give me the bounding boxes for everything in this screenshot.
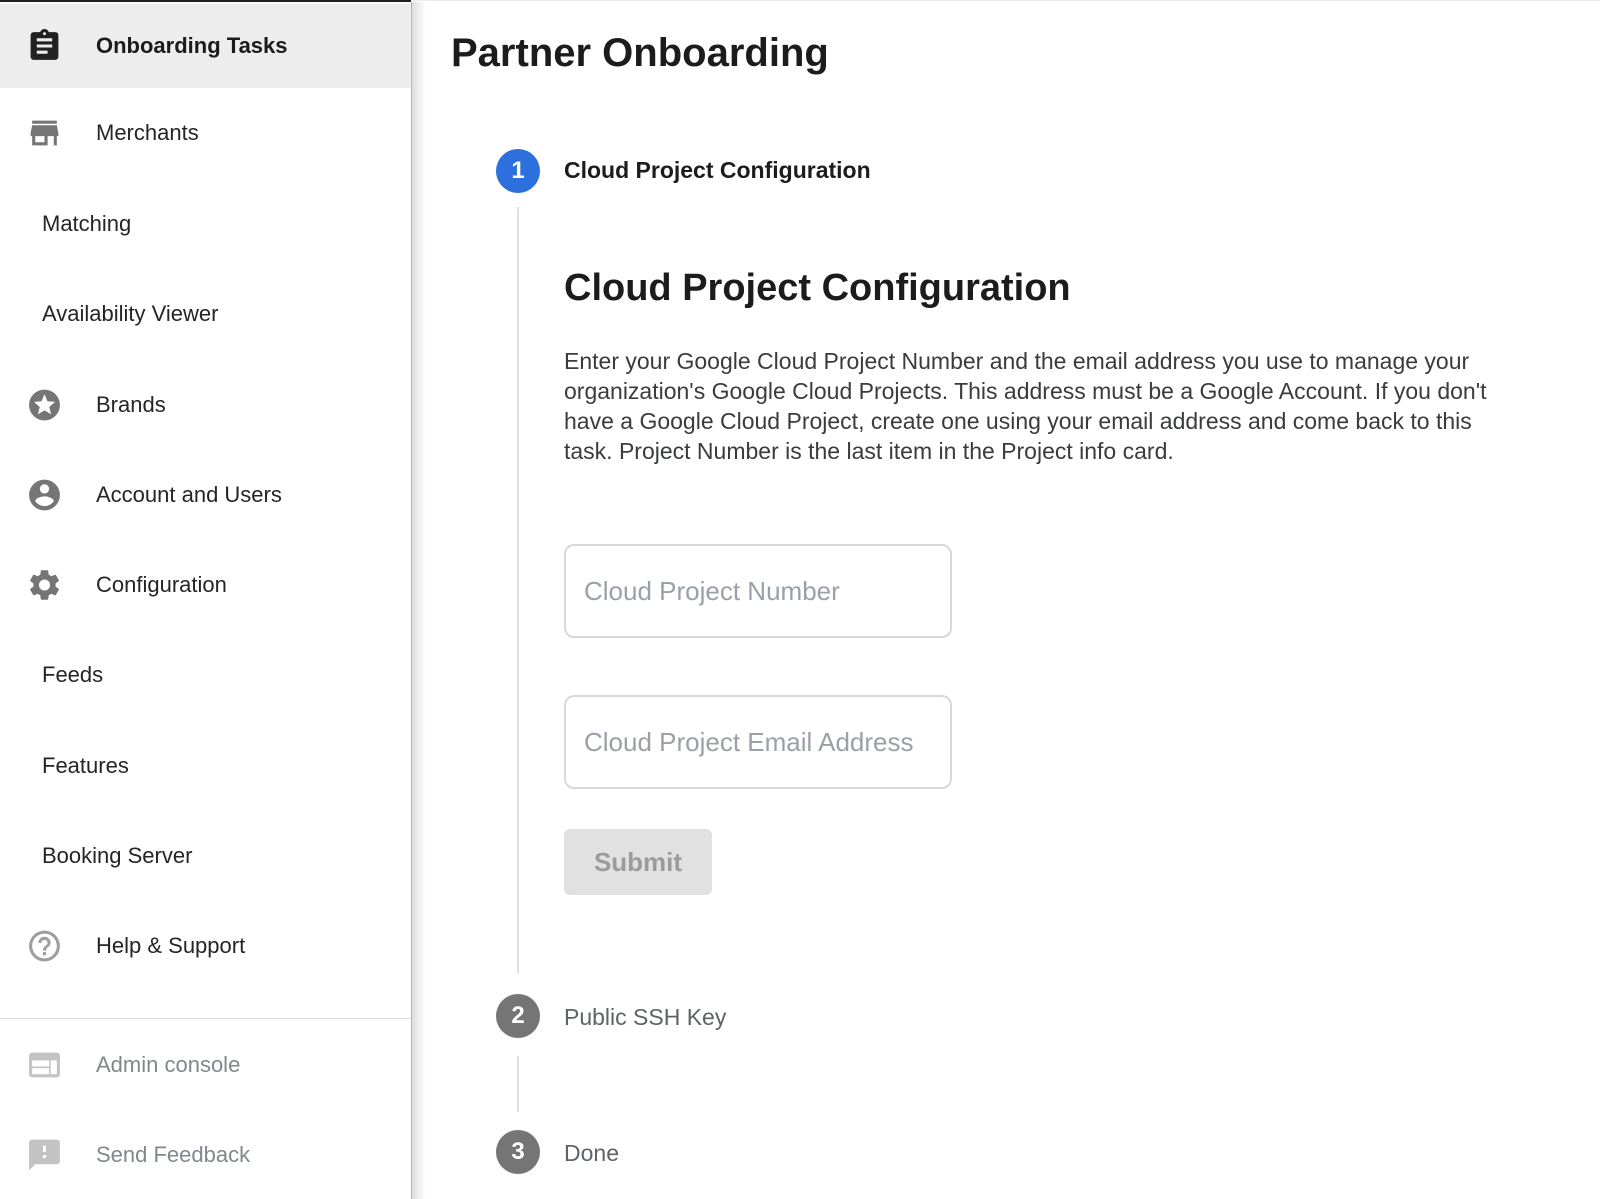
web-console-icon [26,1047,63,1084]
step-3-label[interactable]: Done [564,1140,619,1166]
star-circle-icon [26,387,63,424]
submit-button[interactable]: Submit [564,829,712,895]
sidebar-item-send-feedback[interactable] [0,1127,411,1183]
sidebar-item-label: Features [42,753,129,778]
sidebar-item-label: Merchants [96,120,199,145]
sidebar-item-label: Booking Server [42,843,193,868]
sidebar-item-label: Availability Viewer [42,301,219,326]
sidebar-item-availability-viewer[interactable] [0,286,411,342]
sidebar-item-brands[interactable] [0,377,411,433]
sidebar-item-onboarding-tasks[interactable] [0,4,411,88]
sidebar-item-label: Matching [42,211,132,236]
sidebar-item-matching[interactable] [0,196,411,252]
step-number: 2 [511,1002,525,1029]
step-number: 3 [511,1138,525,1165]
sidebar-item-features[interactable] [0,738,411,794]
sidebar-item-label: Configuration [96,572,227,597]
sidebar-item-label: Help & Support [96,933,246,958]
storefront-icon [26,115,63,152]
sidebar-item-booking-server[interactable] [0,828,411,884]
sidebar-item-merchants[interactable] [0,105,411,161]
sidebar-divider [0,1018,411,1019]
sidebar-item-label: Admin console [96,1052,241,1077]
sidebar-item-label: Onboarding Tasks [96,33,288,58]
sidebar-item-label: Account and Users [96,482,282,507]
step-1-circle[interactable] [496,149,540,193]
step-2-label[interactable]: Public SSH Key [564,1004,727,1030]
sidebar-item-feeds[interactable] [0,647,411,703]
step-1-description: Enter your Google Cloud Project Number and the email address you use to manage your organization's Google Cloud Projects. This address must be a Google Account. If you don't have a Google Cloud Project, create one using your email address and come back to this task. Project Number is the last item in the Project info card. [564,348,1487,464]
sidebar-item-label: Brands [96,392,166,417]
gear-icon [26,567,63,604]
sidebar-item-configuration[interactable] [0,557,411,613]
sidebar-item-label: Send Feedback [96,1142,251,1167]
step-1-heading: Cloud Project Configuration [564,267,1071,309]
sidebar-item-label: Feeds [42,662,104,687]
stepper-connector-line [517,207,519,973]
main-content [411,0,1600,1199]
account-circle-icon [26,477,63,514]
step-2-circle[interactable] [496,994,540,1038]
sidebar-item-account-and-users[interactable] [0,467,411,523]
cloud-project-email-input[interactable] [564,695,952,789]
sidebar-item-help-support[interactable] [0,918,411,974]
feedback-icon [26,1137,63,1174]
page-title: Partner Onboarding [451,31,829,75]
cloud-project-number-input[interactable] [564,544,952,638]
step-3-circle[interactable] [496,1130,540,1174]
step-1-label[interactable]: Cloud Project Configuration [564,157,871,183]
sidebar-item-admin-console[interactable] [0,1037,411,1093]
step-number: 1 [511,157,525,184]
assignment-icon [26,28,63,65]
stepper-connector-line [517,1056,519,1112]
help-outline-icon [26,928,63,965]
sidebar [0,0,411,1199]
